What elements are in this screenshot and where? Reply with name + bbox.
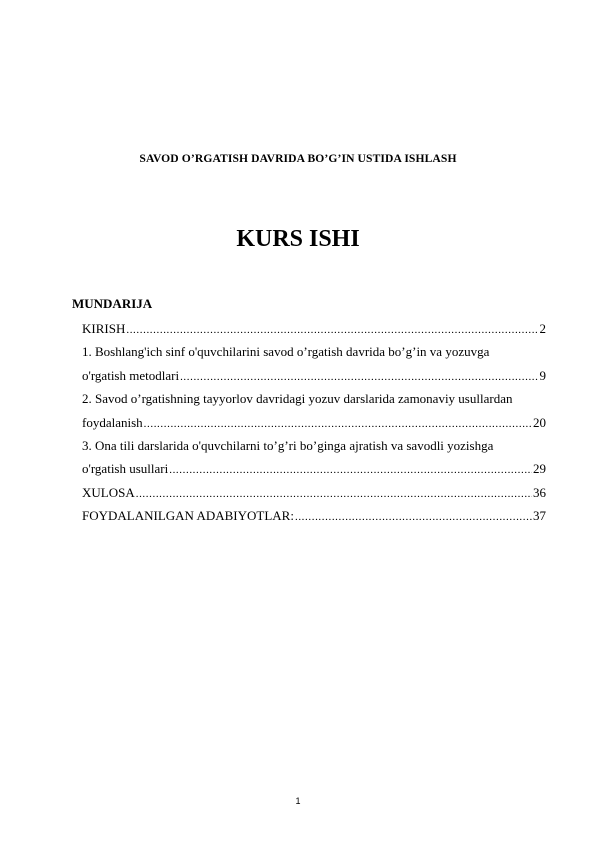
toc-dot-leader — [169, 459, 532, 482]
toc-heading: MUNDARIJA — [72, 296, 153, 311]
toc-dot-leader — [126, 319, 538, 342]
toc-entry-label: FOYDALANILGAN ADABIYOTLAR: — [82, 508, 294, 524]
toc-entry[interactable] — [82, 481, 546, 504]
toc-page-number: 36 — [533, 484, 546, 500]
toc-entry[interactable] — [82, 504, 546, 527]
toc-entry-label: KIRISH — [82, 321, 126, 336]
document-subtitle: KURS ISHI — [236, 226, 360, 252]
toc-entry[interactable] — [82, 340, 546, 387]
toc-entry[interactable] — [82, 387, 546, 434]
toc-page-number: 29 — [533, 461, 546, 477]
toc-dot-leader — [295, 506, 532, 529]
toc-entry-label: XULOSA — [82, 484, 135, 500]
toc-entry-label: 2. Savod o’rgatishning tayyorlov davridagi yozuv darslarida zamonaviy usullardan — [82, 391, 513, 407]
toc-page-number: 9 — [539, 367, 546, 383]
toc-page-number: 20 — [533, 414, 546, 430]
toc-entry-label: o'rgatish usullari — [82, 461, 169, 477]
document-title: SAVOD O’RGATISH DAVRIDA BO’G’IN USTIDA ISHLASH — [139, 152, 457, 165]
toc-page-number: 37 — [533, 508, 546, 524]
toc-entry-label: foydalanish — [82, 414, 143, 430]
toc-entry[interactable] — [82, 317, 546, 340]
page-number: 1 — [295, 796, 301, 806]
toc-entry-label: 1. Boshlang'ich sinf o'quvchilarini savod o’rgatish davrida bo’g’in va yozuvga — [82, 344, 490, 360]
toc-entry-label: o'rgatish metodlari — [82, 367, 180, 383]
toc-dot-leader — [144, 413, 532, 436]
toc-dot-leader — [136, 483, 532, 506]
toc-entry[interactable] — [82, 434, 546, 481]
table-of-contents — [82, 317, 546, 528]
toc-dot-leader — [180, 366, 538, 389]
toc-entry-label: 3. Ona tili darslarida o'quvchilarni to’g’ri bo’ginga ajratish va savodli yozishga — [82, 437, 494, 453]
toc-page-number: 2 — [539, 321, 546, 336]
